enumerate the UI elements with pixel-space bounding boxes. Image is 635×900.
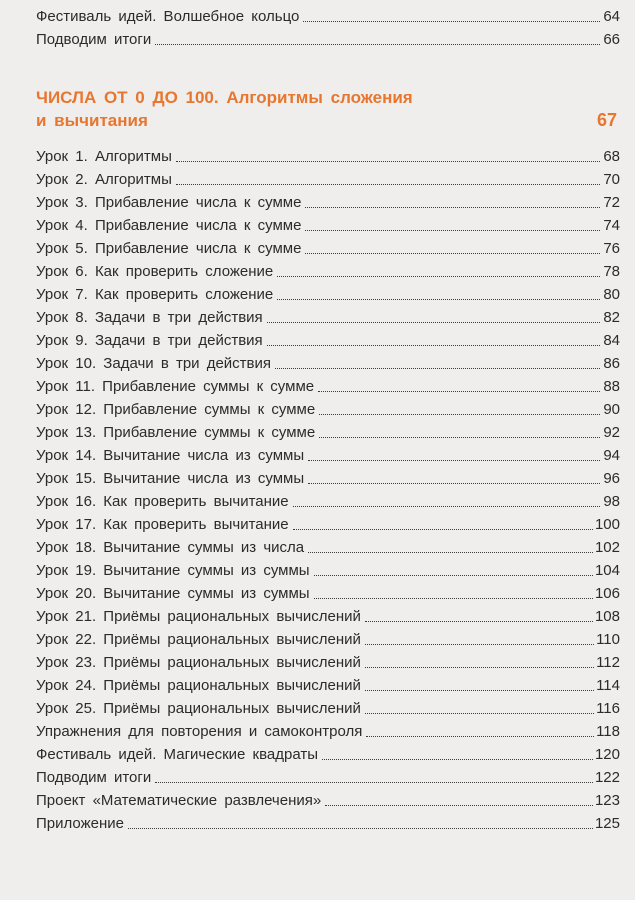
toc-entry-label: Фестиваль идей. Волшебное кольцо [36, 8, 300, 25]
section-title-line2: и вычитания [36, 111, 148, 130]
dot-leader [176, 184, 600, 185]
toc-entry-lesson-3[interactable] [36, 190, 620, 212]
toc-entry-label: Урок 15. Вычитание числа из суммы [36, 470, 305, 487]
dot-leader [366, 736, 594, 737]
toc-entry-summary-1[interactable] [36, 27, 620, 49]
dot-leader [325, 805, 593, 806]
toc-entry-lesson-23[interactable] [36, 650, 620, 672]
toc-entry-label: Урок 22. Приёмы рациональных вычислений [36, 631, 361, 648]
toc-entry-label: Урок 6. Как проверить сложение [36, 263, 274, 280]
toc-entry-lesson-17[interactable] [36, 512, 620, 534]
toc-entry-page: 88 [603, 378, 620, 395]
toc-entry-page: 104 [594, 562, 620, 579]
dot-leader [275, 368, 600, 369]
toc-entry-lesson-11[interactable] [36, 374, 620, 396]
toc-entry-page: 108 [594, 608, 620, 625]
toc-entry-label: Урок 23. Приёмы рациональных вычислений [36, 654, 361, 671]
toc-entry-appendix[interactable] [36, 811, 620, 833]
dot-leader [305, 230, 600, 231]
dot-leader [365, 690, 594, 691]
toc-entry-label: Урок 11. Прибавление суммы к сумме [36, 378, 315, 395]
toc-entry-page: 116 [596, 700, 620, 717]
toc-entry-page: 123 [594, 792, 620, 809]
dot-leader [308, 460, 600, 461]
toc-entry-lesson-21[interactable] [36, 604, 620, 626]
dot-leader [277, 276, 600, 277]
toc-entry-lesson-22[interactable] [36, 627, 620, 649]
section-page-number: 67 [596, 110, 617, 130]
toc-entry-lesson-19[interactable] [36, 558, 620, 580]
toc-entry-label: Урок 25. Приёмы рациональных вычислений [36, 700, 361, 717]
toc-entry-label: Проект «Математические развлечения» [36, 792, 322, 809]
toc-entry-lesson-16[interactable] [36, 489, 620, 511]
toc-entry-page: 96 [603, 470, 620, 487]
toc-entry-page: 76 [603, 240, 620, 257]
toc-entry-page: 72 [603, 194, 620, 211]
dot-leader [128, 828, 593, 829]
toc-entry-label: Урок 10. Задачи в три действия [36, 355, 272, 372]
toc-entry-page: 64 [603, 8, 620, 25]
toc-entry-label: Урок 21. Приёмы рациональных вычислений [36, 608, 361, 625]
toc-entry-label: Урок 20. Вычитание суммы из суммы [36, 585, 310, 602]
toc-entry-label: Подводим итоги [36, 769, 152, 786]
toc-entry-page: 74 [603, 217, 620, 234]
toc-entry-label: Подводим итоги [36, 31, 152, 48]
toc-entry-page: 122 [594, 769, 620, 786]
dot-leader [293, 506, 600, 507]
toc-entry-lesson-14[interactable] [36, 443, 620, 465]
dot-leader [267, 322, 600, 323]
toc-entry-page: 66 [603, 31, 620, 48]
toc-entry-lesson-20[interactable] [36, 581, 620, 603]
toc-entry-label: Фестиваль идей. Магические квадраты [36, 746, 318, 763]
toc-entry-lesson-15[interactable] [36, 466, 620, 488]
toc-entry-page: 80 [603, 286, 620, 303]
dot-leader [365, 644, 594, 645]
dot-leader [267, 345, 600, 346]
toc-entry-lesson-13[interactable] [36, 420, 620, 442]
toc-entry-page: 90 [603, 401, 620, 418]
toc-entry-label: Урок 13. Прибавление суммы к сумме [36, 424, 316, 441]
dot-leader [308, 483, 600, 484]
toc-entry-page: 98 [603, 493, 620, 510]
toc-entry-page: 84 [603, 332, 620, 349]
dot-leader [308, 552, 593, 553]
toc-entry-page: 110 [596, 631, 620, 648]
dot-leader [293, 529, 593, 530]
toc-entry-label: Упражнения для повторения и самоконтроля [36, 723, 363, 740]
dot-leader [365, 713, 594, 714]
toc-entry-label: Урок 8. Задачи в три действия [36, 309, 263, 326]
toc-entry-page: 118 [596, 723, 620, 740]
toc-entry-label: Урок 3. Прибавление числа к сумме [36, 194, 302, 211]
section-title-line1: ЧИСЛА ОТ 0 ДО 100. Алгоритмы сложения [36, 88, 413, 107]
toc-entry-festival-ring[interactable] [36, 4, 620, 26]
toc-entry-page: 86 [603, 355, 620, 372]
toc-entry-page: 106 [594, 585, 620, 602]
toc-entry-summary-2[interactable] [36, 765, 620, 787]
toc-entry-lesson-10[interactable] [36, 351, 620, 373]
toc-entry-label: Урок 9. Задачи в три действия [36, 332, 263, 349]
toc-entry-page: 70 [603, 171, 620, 188]
dot-leader [176, 161, 600, 162]
dot-leader [322, 759, 593, 760]
toc-entry-page: 68 [603, 148, 620, 165]
dot-leader [155, 44, 600, 45]
toc-entry-label: Урок 19. Вычитание суммы из суммы [36, 562, 310, 579]
dot-leader [155, 782, 593, 783]
toc-entry-lesson-1[interactable] [36, 144, 620, 166]
toc-entry-page: 92 [603, 424, 620, 441]
toc-entry-lesson-6[interactable] [36, 259, 620, 281]
dot-leader [365, 621, 593, 622]
toc-entry-label: Урок 12. Прибавление суммы к сумме [36, 401, 316, 418]
toc-entry-label: Приложение [36, 815, 124, 832]
toc-entry-label: Урок 14. Вычитание числа из суммы [36, 447, 305, 464]
dot-leader [305, 253, 600, 254]
toc-entry-label: Урок 1. Алгоритмы [36, 148, 172, 165]
toc-entry-page: 100 [594, 516, 620, 533]
toc-entry-lesson-8[interactable] [36, 305, 620, 327]
toc-entry-lesson-12[interactable] [36, 397, 620, 419]
dot-leader [318, 391, 600, 392]
toc-entry-label: Урок 16. Как проверить вычитание [36, 493, 289, 510]
dot-leader [314, 575, 593, 576]
toc-entry-page: 125 [594, 815, 620, 832]
dot-leader [305, 207, 600, 208]
dot-leader [365, 667, 594, 668]
toc-entry-lesson-24[interactable] [36, 673, 620, 695]
toc-entry-page: 114 [596, 677, 620, 694]
toc-entry-lesson-2[interactable] [36, 167, 620, 189]
toc-entry-label: Урок 18. Вычитание суммы из числа [36, 539, 305, 556]
toc-entry-page: 112 [596, 654, 620, 671]
toc-entry-lesson-5[interactable] [36, 236, 620, 258]
toc-entry-label: Урок 4. Прибавление числа к сумме [36, 217, 302, 234]
toc-entry-label: Урок 2. Алгоритмы [36, 171, 172, 188]
toc-entry-project[interactable] [36, 788, 620, 810]
toc-entry-exercises[interactable] [36, 719, 620, 741]
toc-entry-page: 82 [603, 309, 620, 326]
toc-entry-label: Урок 7. Как проверить сложение [36, 286, 274, 303]
dot-leader [319, 414, 600, 415]
dot-leader [314, 598, 593, 599]
toc-entry-lesson-9[interactable] [36, 328, 620, 350]
toc-entry-lesson-7[interactable] [36, 282, 620, 304]
section-title[interactable] [36, 86, 620, 132]
toc-entry-lesson-25[interactable] [36, 696, 620, 718]
dot-leader [319, 437, 600, 438]
toc-entry-page: 78 [603, 263, 620, 280]
toc-entry-label: Урок 17. Как проверить вычитание [36, 516, 289, 533]
toc-entry-lesson-18[interactable] [36, 535, 620, 557]
dot-leader [277, 299, 600, 300]
toc-entry-lesson-4[interactable] [36, 213, 620, 235]
toc-entry-label: Урок 5. Прибавление числа к сумме [36, 240, 302, 257]
toc-entry-label: Урок 24. Приёмы рациональных вычислений [36, 677, 361, 694]
toc-entry-page: 102 [594, 539, 620, 556]
toc-entry-festival-squares[interactable] [36, 742, 620, 764]
toc-entry-page: 120 [594, 746, 620, 763]
toc-entry-page: 94 [603, 447, 620, 464]
dot-leader [303, 21, 600, 22]
